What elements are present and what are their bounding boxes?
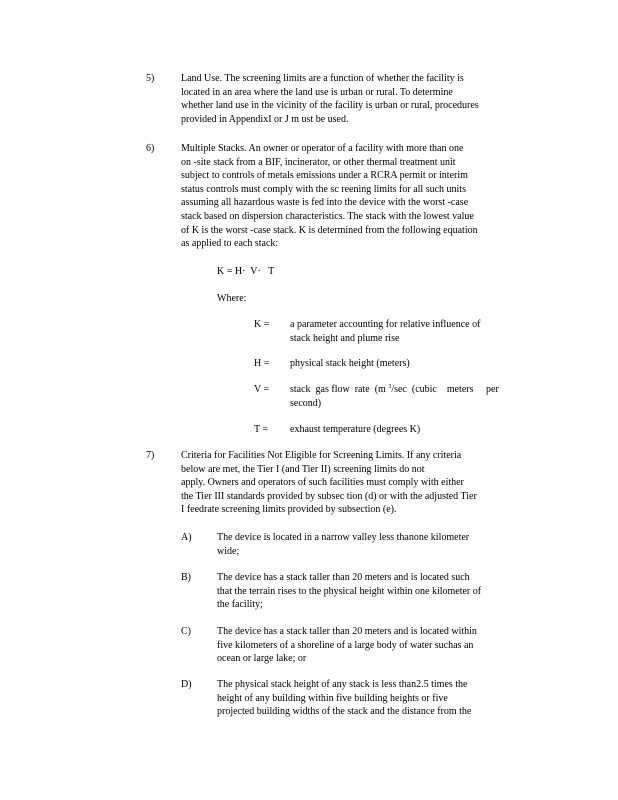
definition-text: stack gas flow rate (m $^3$/sec (cubic meters per second) (290, 384, 499, 409)
definition-text: exhaust temperature (degrees K) (290, 424, 421, 435)
definition-symbol: K = (254, 319, 270, 330)
subitem-text: The device has a stack taller than 20 meters and is located within five kilometers of a shoreline of a large body of water suchas an ocean or large lake; or (217, 626, 477, 665)
where-label: Where: (217, 293, 247, 304)
subitem-letter: A) (181, 532, 192, 543)
equation: K = H· V· T (217, 266, 275, 277)
definition-text: a parameter accounting for relative influence of stack height and plume rise (290, 319, 481, 344)
item-paragraph: Land Use. The screening limits are a function of whether the facility is located in an area where the land use is urban or rural. To determine whether land use in the vicinity of the facility is urban or rural, procedures provided in AppendixI or J m ust be used. (181, 73, 479, 125)
subitem-letter: B) (181, 572, 191, 583)
item-number: 6) (146, 143, 155, 154)
item-paragraph: Multiple Stacks. An owner or operator of a facility with more than one on -site stack from a BIF, incinerator, or other thermal treatment unit subject to controls of metals emissions under a RCRA permit or interim status controls must comply with the sc reening limits for all such units assuming all hazardous waste is fed into the device with the worst -case stack based on dispersion characteristics. The stack with the lowest value of K is the worst -case stack. K is determined from the following equation as applied to each stack: (181, 143, 478, 250)
subitem-letter: C) (181, 626, 191, 637)
subitem-text: The device has a stack taller than 20 meters and is located such that the terrain rises to the physical height within one kilometer of the facility; (217, 572, 482, 611)
item-number: 5) (146, 73, 155, 84)
subitem-text: The device is located in a narrow valley less thanone kilometer wide; (217, 532, 470, 557)
definition-text: physical stack height (meters) (290, 358, 410, 369)
item-number: 7) (146, 450, 155, 461)
superscript: 3 (388, 384, 392, 390)
definition-symbol: V = (254, 384, 270, 395)
subitem-letter: D) (181, 679, 192, 690)
definition-symbol: H = (254, 358, 270, 369)
definition-symbol: T = (254, 424, 269, 435)
item-paragraph: Criteria for Facilities Not Eligible for Screening Limits. If any criteria below are met, the Tier I (and Tier II) screening limits do not apply. Owners and operators of such facilities must comply with either the Tier III standards provided by subsec tion (d) or with the adjusted Tier I feedrate screening limits provided by subsection (e). (181, 450, 477, 516)
subitem-text: The physical stack height of any stack is less than2.5 times the height of any building within five building heights or five projected building widths of the stack and the distance from the (217, 679, 472, 718)
